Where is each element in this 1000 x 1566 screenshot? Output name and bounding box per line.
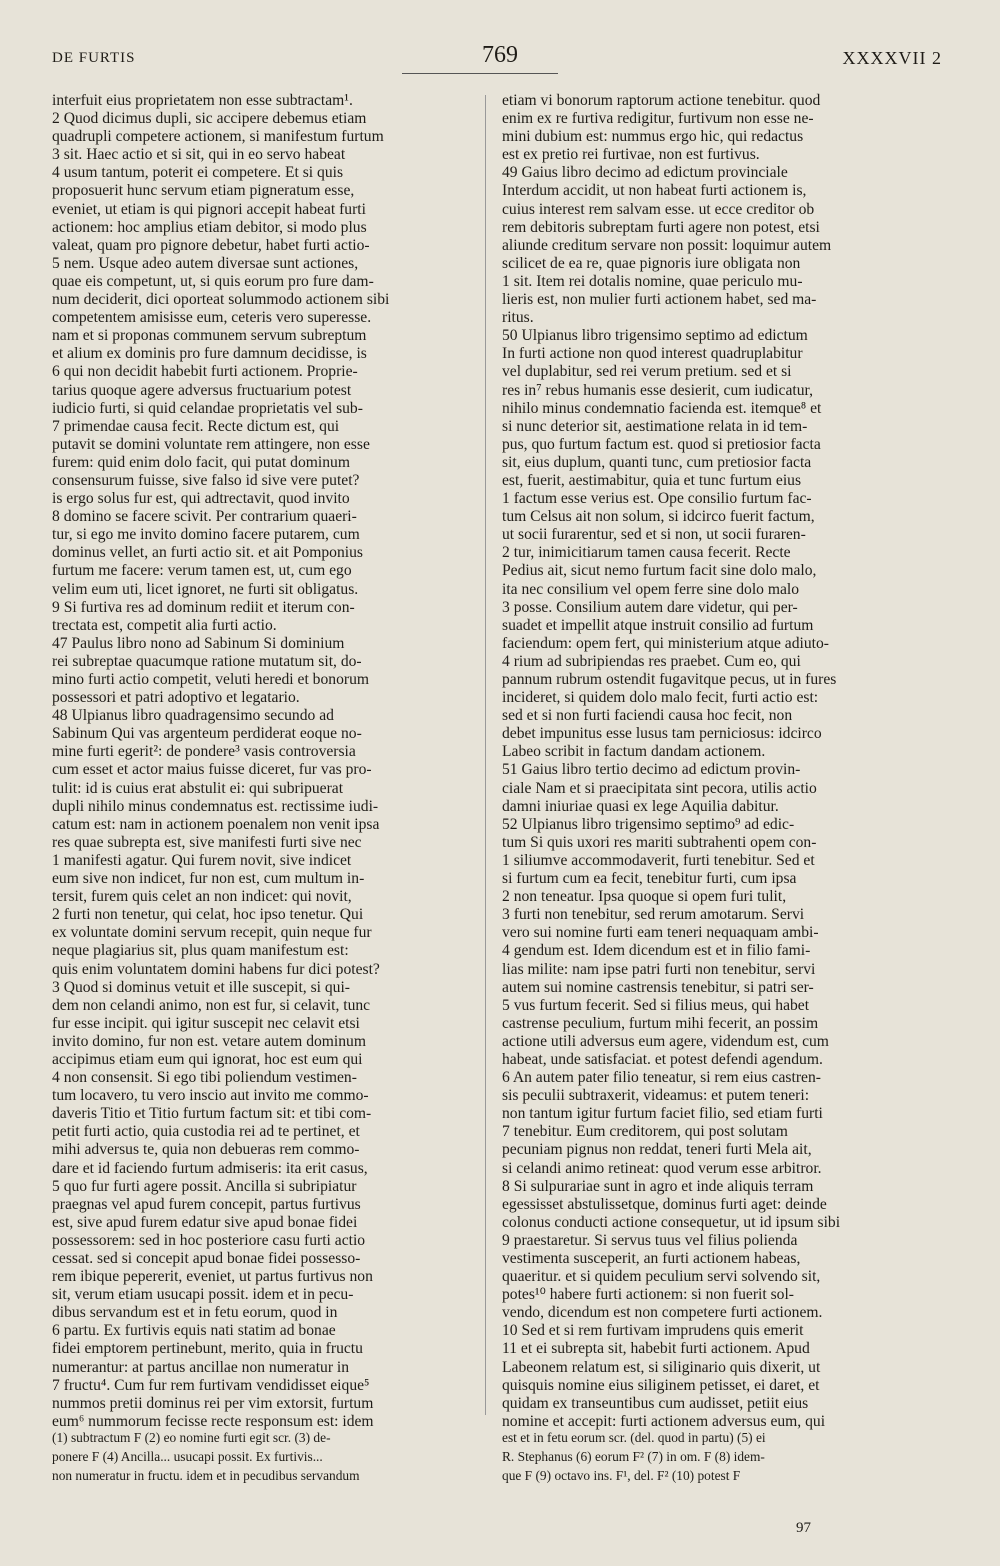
- text-line: actione utili adversus eum agere, videndum est, cum: [502, 1032, 829, 1050]
- text-line: neque plagiarius sit, plus quam manifestum est:: [52, 942, 349, 960]
- text-line: rei subreptae quacumque ratione mutatum sit, do-: [52, 652, 362, 670]
- text-line: proposuerit hunc servum etiam pigneratum esse,: [52, 182, 355, 200]
- text-line: dare et id faciendo furtum admiseris: ita erit casus,: [52, 1159, 368, 1177]
- text-line: 7 tenebitur. Eum creditorem, qui post solutam: [502, 1123, 788, 1141]
- text-line: tum Si quis uxori res mariti subtrahenti opem con-: [502, 833, 817, 851]
- text-line: tum Celsus ait non solum, si idcirco fuerit factum,: [502, 508, 815, 526]
- text-line: est, sive apud furem edatur sive apud bonae fidei: [52, 1213, 358, 1231]
- text-line: autem sui nomine castrensis tenebitur, si patri ser-: [502, 978, 814, 996]
- text-line: iudicio furti, si quid celandae proprietatis vel sub-: [52, 399, 363, 417]
- text-line: non tantum igitur furtum faciet filio, sed etiam furti: [502, 1105, 823, 1123]
- text-line: aliunde creditum servare non possit: loquimur autem: [502, 236, 832, 254]
- text-line: 1 siliumve accommodaverit, furti tenebitur. Sed et: [502, 851, 815, 869]
- text-line: 2 tur, inimicitiarum tamen causa fecerit. Recte: [502, 544, 791, 562]
- text-line: is ergo solus fur est, qui adtrectavit, quod invito: [52, 490, 350, 508]
- text-line: etiam vi bonorum raptorum actione tenebitur. quod: [502, 92, 821, 109]
- text-line: velim eum uti, licet ignoret, ne furti sit obligatus.: [52, 580, 359, 598]
- text-line: potes¹⁰ habere furti actionem: si non fuerit sol-: [502, 1286, 794, 1304]
- text-line: ut socii furarentur, sed et si non, ut socii furaren-: [502, 526, 806, 544]
- text-line: nummos pretii dominus rei per vim extorsit, furtum: [52, 1394, 374, 1412]
- text-line: 52 Ulpianus libro trigensimo septimo⁹ ad edic-: [502, 815, 795, 833]
- column-divider: [485, 95, 486, 1415]
- text-line: possessori et patri adoptivo et legatario.: [52, 689, 300, 707]
- text-line: 51 Gaius libro tertio decimo ad edictum provin-: [502, 761, 801, 779]
- text-line: eveniet, ut etiam is qui pignori accepit habeat furti: [52, 200, 366, 218]
- text-line: quisquis nomine eius siliginem petisset, ei daret, et: [502, 1376, 820, 1394]
- footnote-line: (1) subtractum F (2) eo nomine furti egit scr. (3) de-: [52, 1430, 331, 1445]
- text-line: interfuit eius proprietatem non esse subtractam¹.: [52, 92, 353, 109]
- text-line: fidei emptorem pertinebunt, merito, quia in fructu: [52, 1340, 363, 1358]
- text-line: 5 vus furtum fecerit. Sed si filius meus, qui habet: [502, 996, 810, 1014]
- text-line: egessisset abstulissetque, dominus furti aget: deinde: [502, 1195, 827, 1213]
- text-line: daveris Titio et Titio furtum factum sit: et tibi com-: [52, 1105, 372, 1123]
- text-line: dominus vellet, an furti actio sit. et ait Pomponius: [52, 544, 363, 562]
- text-line: mini dubium est: nummus ergo hic, qui redactus: [502, 128, 804, 146]
- text-line: quis enim voluntatem domini habens fur dici potest?: [52, 960, 380, 978]
- text-line: consensurum fuisse, sive falso id sive vere putet?: [52, 471, 360, 489]
- text-line: pecuniam pignus non reddat, teneri furti Mela ait,: [502, 1141, 812, 1159]
- text-line: fur esse incipit. qui igitur suscepit nec celavit etsi: [52, 1014, 360, 1032]
- text-line: ita nec consilium vel opem ferre sine dolo malo: [502, 580, 800, 598]
- text-line: 3 Quod si dominus vetuit et ille suscepit, si qui-: [52, 978, 350, 996]
- text-line: quae eis competunt, ut, si quis eorum pro fure dam-: [52, 272, 374, 290]
- text-line: 9 praestaretur. Si servus tuus vel filius polienda: [502, 1231, 798, 1249]
- text-line: rem debitoris subreptam furti agere non potest, etsi: [502, 218, 820, 236]
- text-line: 6 partu. Ex furtivis equis nati statim ad bonae: [52, 1322, 336, 1340]
- text-line: 3 sit. Haec actio et si sit, qui in eo servo habeat: [52, 146, 346, 164]
- text-line: vel duplabitur, sed rei verum pretium. sed et si: [502, 363, 792, 381]
- text-line: lieris est, non mulier furti actionem habet, sed ma-: [502, 291, 817, 309]
- text-line: enim ex re furtiva redigitur, furtivum non esse ne-: [502, 110, 814, 128]
- page-number: 769: [482, 42, 518, 68]
- text-line: 2 Quod dicimus dupli, sic accipere debemus etiam: [52, 110, 367, 128]
- signature-mark: 97: [796, 1520, 811, 1536]
- text-line: possessorem: sed in hoc posteriore casu furti actio: [52, 1231, 366, 1249]
- text-line: 4 non consensit. Si ego tibi poliendum vestimen-: [52, 1069, 357, 1087]
- text-line: sis peculii subtraxerit, videamus: et putem teneri:: [502, 1087, 810, 1105]
- text-line: num deciderit, dici oporteat solummodo actionem sibi: [52, 291, 390, 309]
- book-title-number: XXXXVII 2: [842, 48, 942, 68]
- text-line: cuius interest rem salvam esse. ut ecce creditor ob: [502, 200, 815, 218]
- text-line: 5 quo fur furti agere possit. Ancilla si subripiatur: [52, 1177, 357, 1195]
- text-line: Interdum accidit, ut non habeat furti actionem is,: [502, 182, 807, 200]
- text-line: et alium ex dominis pro fure damnum decidisse, is: [52, 345, 367, 363]
- text-line: furem: quid enim dolo facit, qui putat dominum: [52, 453, 350, 471]
- text-line: si furtum cum ea fecit, tenebitur furti, cum ipsa: [502, 870, 797, 888]
- footnotes-right: [502, 1428, 946, 1485]
- left-column: [52, 92, 496, 1431]
- text-line: 4 gendum est. Idem dicendum est et in filio fami-: [502, 942, 811, 960]
- text-line: 10 Sed et si rem furtivam imprudens quis emerit: [502, 1322, 804, 1340]
- text-line: 5 nem. Usque adeo autem diversae sunt actiones,: [52, 254, 359, 272]
- text-line: tulit: id is cuius erat abstulit ei: qui subripuerat: [52, 779, 344, 797]
- text-line: 4 usum tantum, poterit ei competere. Et si quis: [52, 164, 344, 182]
- text-line: putavit se domini voluntate rem attingere, non esse: [52, 435, 370, 453]
- text-line: trectata est, competit alia furti actio.: [52, 616, 277, 634]
- text-line: 6 An autem pater filio teneatur, si rem eius castren-: [502, 1069, 821, 1087]
- text-line: sit, verum etiam usucapi possit. idem et in pecu-: [52, 1286, 354, 1304]
- footnote-line: ponere F (4) Ancilla... usucapi possit. Ex furtivis...: [52, 1449, 323, 1464]
- text-line: dem non celandi animo, non est fur, si celavit, tunc: [52, 996, 371, 1014]
- text-line: debet impunitus esse lusus tam perniciosus: idcirco: [502, 725, 822, 743]
- header-rule: [402, 73, 558, 74]
- text-line: tum locavero, tu vero inscio aut invito me commo-: [52, 1087, 369, 1105]
- text-line: Pedius ait, sicut nemo furtum facit sine dolo malo,: [502, 562, 817, 580]
- text-line: est, fuerit, aestimabitur, quia et tunc furtum eius: [502, 471, 802, 489]
- text-line: dupli nihilo minus condemnatus est. rectissime iudi-: [52, 797, 379, 815]
- text-line: nomine et accepit: furti actionem adversus eum, qui: [502, 1412, 826, 1430]
- text-line: si nunc deterior sit, aestimatione relata in id tem-: [502, 417, 808, 435]
- text-line: pannum rubrum ostendit fugavitque pecus, ut in fures: [502, 671, 837, 688]
- text-line: sit, eius duplum, quanti tunc, cum pretiosior facta: [502, 453, 812, 471]
- footnote-line: est et in fetu eorum scr. (del. quod in partu) (5) ei: [502, 1430, 766, 1445]
- text-line: 8 domino se facere scivit. Per contrarium quaeri-: [52, 508, 357, 526]
- text-line: cum esset et actor maius fuisse diceret, fur vas pro-: [52, 761, 372, 779]
- text-line: 1 manifesti agatur. Qui furem novit, sive indicet: [52, 851, 352, 869]
- text-line: quadrupli competere actionem, si manifestum furtum: [52, 128, 384, 146]
- text-line: nihilo minus condemnatio facienda est. itemque⁸ et: [502, 399, 822, 417]
- text-line: sed et si non furti faciendi causa hoc fecit, non: [502, 707, 793, 725]
- text-line: mino furti actio competit, veluti heredi et bonorum: [52, 671, 369, 688]
- text-line: nam et si proponas communem servum subreptum: [52, 327, 367, 345]
- text-line: Labeo scribit in factum dandam actionem.: [502, 743, 766, 761]
- text-line: 50 Ulpianus libro trigensimo septimo ad edictum: [502, 327, 808, 345]
- text-line: 11 et ei subrepta sit, habebit furti actionem. Apud: [502, 1340, 810, 1358]
- text-line: 2 non teneatur. Ipsa quoque si opem furi tulit,: [502, 888, 787, 906]
- text-line: 9 Si furtiva res ad dominum rediit et iterum con-: [52, 598, 355, 616]
- text-line: si celandi animo retineat: quod verum esse arbitror.: [502, 1159, 822, 1177]
- text-line: 7 primendae causa fecit. Recte dictum est, qui: [52, 417, 340, 435]
- text-line: 3 furti non tenebitur, sed rerum amotarum. Servi: [502, 906, 805, 924]
- text-line: ritus.: [502, 309, 534, 327]
- text-line: 47 Paulus libro nono ad Sabinum Si dominium: [52, 634, 345, 652]
- text-line: 4 rium ad subripiendas res praebet. Cum eo, qui: [502, 652, 801, 670]
- text-line: Labeonem relatum est, si siliginario quis dixerit, ut: [502, 1358, 821, 1376]
- text-line: eum sive non indicet, fur non est, cum multum in-: [52, 870, 365, 888]
- text-line: vestimenta susceperit, an furti actionem habeas,: [502, 1250, 801, 1267]
- text-line: 8 Si sulpurariae sunt in agro et inde aliquis terram: [502, 1177, 814, 1195]
- text-line: incideret, si quidem dolo malo fecit, furti actio est:: [502, 689, 819, 707]
- text-line: actionem: hoc amplius etiam debitor, si modo plus: [52, 218, 367, 236]
- text-line: vero sui nomine furti eam teneri nequaquam ambi-: [502, 924, 819, 942]
- running-title: DE FURTIS: [52, 50, 136, 66]
- text-line: mine furti egerit²: de pondere³ vasis controversia: [52, 743, 356, 761]
- text-line: castrense peculium, furtum mihi fecerit, an possim: [502, 1014, 819, 1032]
- text-line: pus, quo furtum factum est. quod si pretiosior facta: [502, 435, 821, 453]
- text-line: ex voluntate domini servum recepit, quin neque fur: [52, 924, 372, 942]
- footnotes-left: [52, 1428, 496, 1485]
- text-line: valeat, quam pro pignore debetur, habet furti actio-: [52, 236, 370, 254]
- footnote-line: R. Stephanus (6) eorum F² (7) in om. F (8) idem-: [502, 1449, 765, 1464]
- text-line: Sabinum Qui vas argenteum perdiderat eoque no-: [52, 725, 362, 743]
- footnote-line: que F (9) octavo ins. F¹, del. F² (10) potest F: [502, 1468, 741, 1483]
- text-line: eum⁶ nummorum fecisse recte responsum est: idem: [52, 1412, 374, 1430]
- text-line: In furti actione non quod interest quadruplabitur: [502, 345, 803, 363]
- text-line: 49 Gaius libro decimo ad edictum provinciale: [502, 164, 788, 182]
- text-line: quaeritur. et si quidem peculium servi solvendo sit,: [502, 1268, 821, 1286]
- text-line: 2 furti non tenetur, qui celat, hoc ipso tenetur. Qui: [52, 906, 364, 924]
- text-line: tur, si ego me invito domino facere putarem, cum: [52, 526, 360, 544]
- text-line: catum est: nam in actionem poenalem non venit ipsa: [52, 815, 380, 833]
- right-column: [502, 92, 946, 1431]
- text-line: ciale Nam et si praecipitata sint pecora, utilis actio: [502, 779, 817, 797]
- text-line: lias milite: nam ipse patri furti non tenebitur, servi: [502, 960, 816, 978]
- text-line: dibus servandum est et in fetu eorum, quod in: [52, 1304, 338, 1322]
- text-line: est ex pretio rei furtivae, non est furtivus.: [502, 146, 760, 164]
- text-line: habeat, unde satisfaciat. et potest defendi agendum.: [502, 1050, 823, 1068]
- text-line: suadet et impellit atque instruit consilio ad furtum: [502, 616, 814, 634]
- text-line: 3 posse. Consilium autem dare videtur, qui per-: [502, 598, 798, 616]
- footnote-line: non numeratur in fructu. idem et in pecudibus servandum: [52, 1468, 360, 1483]
- text-line: 6 qui non decidit habebit furti actionem. Proprie-: [52, 363, 358, 381]
- text-line: scilicet de ea re, quae pignoris iure obligata non: [502, 254, 801, 272]
- text-line: 48 Ulpianus libro quadragensimo secundo ad: [52, 707, 334, 725]
- text-line: res in⁷ rebus humanis esse desierit, cum iudicatur,: [502, 381, 813, 399]
- text-line: competentem amisisse eum, ceteris vero superesse.: [52, 309, 372, 327]
- text-line: 1 factum esse verius est. Ope consilio furtum fac-: [502, 490, 812, 508]
- text-line: damni iniuriae quasi ex lege Aquilia dabitur.: [502, 797, 779, 815]
- text-line: petit furti actio, quia custodia rei ad te pertinet, et: [52, 1123, 360, 1141]
- text-line: 7 fructu⁴. Cum fur rem furtivam vendidisset eique⁵: [52, 1376, 370, 1394]
- text-line: res quae subrepta est, sive manifesti furti sive nec: [52, 833, 362, 851]
- text-line: praegnas vel apud furem concepit, partus furtivus: [52, 1195, 361, 1213]
- text-line: tarius quoque agere adversus fructuarium potest: [52, 381, 352, 399]
- text-line: rem ibique pepererit, eveniet, ut partus furtivus non: [52, 1268, 373, 1286]
- text-line: accipimus etiam eum qui ignorat, hoc est eum qui: [52, 1050, 363, 1068]
- text-line: furtum me facere: verum tamen est, ut, cum ego: [52, 562, 352, 580]
- text-line: numerantur: at partus ancillae non numeratur in: [52, 1358, 350, 1376]
- text-line: colonus conducti actione consequetur, ut id ipsum sibi: [502, 1213, 841, 1231]
- text-line: faciendum: opem fert, qui ministerium atque adiuto-: [502, 634, 829, 652]
- text-line: vendo, dicendum est non competere furti actionem.: [502, 1304, 823, 1322]
- text-line: tersit, furem quis celet an non indicet: qui novit,: [52, 888, 352, 906]
- text-line: mihi adversus te, quia non debueras rem commo-: [52, 1141, 360, 1159]
- text-line: quidam ex transeuntibus cum audisset, petiit eius: [502, 1394, 809, 1412]
- text-line: cessat. sed si concepit apud bonae fidei possesso-: [52, 1250, 361, 1267]
- text-line: invito domino, fur non est. vetare autem dominum: [52, 1032, 366, 1050]
- text-line: 1 sit. Item rei dotalis nomine, quae periculo mu-: [502, 272, 803, 290]
